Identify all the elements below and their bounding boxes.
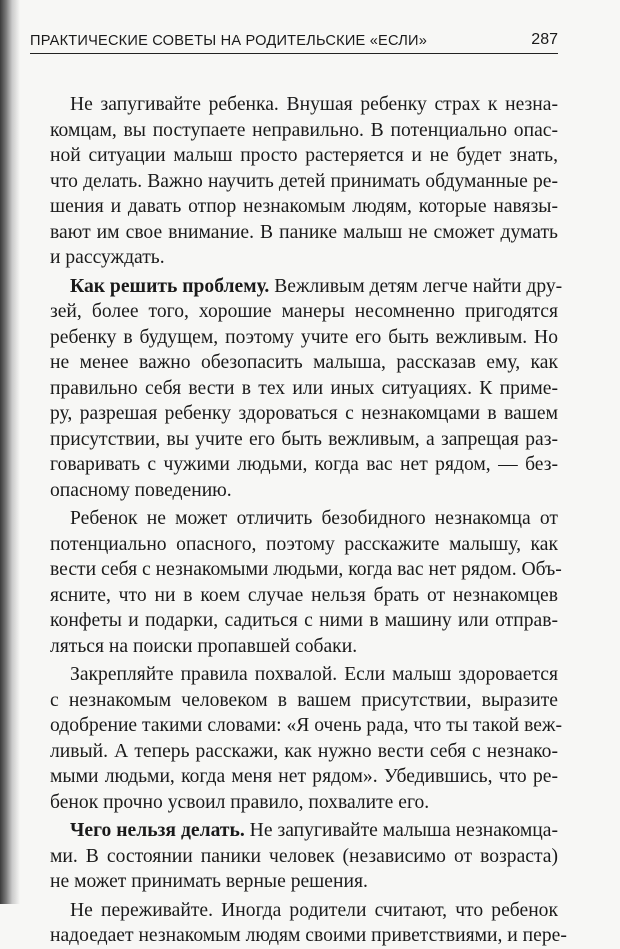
line-text: Не запугивайте малыша незнакомца-: [244, 820, 559, 841]
binding-shadow: [0, 0, 20, 904]
text-line: ливый. А теперь расскажи, как нужно вести себя с незнако-: [50, 740, 558, 762]
text-line: ной ситуации малыш просто растеряется и не будет знать,: [50, 145, 558, 166]
text-line: ребенку в будущем, поэтому учите его быть вежливым. Но: [50, 326, 558, 348]
paragraph: [50, 818, 558, 895]
body-text: [50, 92, 567, 949]
text-line: Не запугивайте ребенка. Внушая ребенку страх к незна-: [70, 94, 558, 115]
text-line: ми. В состоянии паники человек (независимо от возраста): [50, 845, 558, 867]
subheading: Чего нельзя делать.: [70, 820, 245, 841]
text-line: говаривать с чужими людьми, когда вас нет рядом, — без-: [50, 454, 558, 475]
text-line: мыми людьми, когда меня нет рядом». Убедившись, что ре-: [50, 766, 558, 787]
text-line: что делать. Важно научить детей принимать обдуманные ре-: [50, 170, 558, 192]
text-line: ясните, что ни в коем случае нельзя брать от незнакомцев: [50, 584, 558, 606]
page-number: 287: [531, 31, 558, 48]
text-line: потенциально опасного, поэтому расскажите малышу, как: [50, 533, 558, 555]
line-text: Вежливым детям легче найти дру-: [269, 275, 563, 297]
text-line: комцам, вы поступаете неправильно. В потенциально опас-: [50, 119, 558, 141]
text-line: ляться на поиски пропавшей собаки.: [50, 635, 358, 657]
text-line: не может принимать верные решения.: [50, 871, 368, 892]
text-line: с незнакомым человеком в вашем присутствии, выразите: [50, 689, 558, 711]
text-line: шения и давать отпор незнакомым людям, которые навязы-: [50, 196, 558, 217]
text-line: Не переживайте. Иногда родители считают, что ребенок: [70, 899, 558, 921]
text-line: опасному поведению.: [50, 479, 232, 501]
text-line: Ребенок не может отличить безобидного незнакомца от: [70, 508, 558, 529]
text-line: вести себя с незнакомыми людьми, когда вас нет рядом. Объ-: [50, 559, 562, 580]
text-line: бенок прочно усвоил правило, похвалите его.: [50, 791, 430, 813]
text-line: [50, 274, 563, 300]
text-line: ру, разрешая ребенку здороваться с незнакомцами в вашем: [50, 403, 558, 424]
paragraph: [50, 898, 567, 949]
text-line: вают им свое внимание. В панике малыш не сможет думать: [50, 221, 558, 243]
text-line: правильно себя вести в тех или иных ситуациях. К приме-: [50, 377, 558, 399]
paragraph: [50, 506, 562, 659]
text-line: присутствии, вы учите его быть вежливым, а запрещая раз-: [50, 428, 558, 450]
text-line: зей, более того, хорошие манеры несомненно пригодятся: [50, 301, 558, 322]
text-line: Закрепляйте правила похвалой. Если малыш здоровается: [70, 664, 558, 685]
page-header: [30, 26, 558, 54]
text-line: конфеты и подарки, садиться с ними в машину или отправ-: [50, 610, 558, 631]
paragraph: [50, 274, 563, 504]
text-line: не менее важно обезопасить малыша, рассказав ему, как: [50, 352, 558, 373]
running-head: ПРАКТИЧЕСКИЕ СОВЕТЫ НА РОДИТЕЛЬСКИЕ «ЕСЛИ»: [30, 33, 428, 49]
paragraph: [50, 662, 562, 815]
subheading: Как решить проблему.: [70, 275, 270, 297]
paragraph: [50, 92, 558, 271]
text-line: надоедает незнакомым людям своими приветствиями, и пере-: [50, 925, 567, 946]
text-line: одобрение такими словами: «Я очень рада, что ты такой веж-: [50, 715, 562, 736]
text-line: и рассуждать.: [50, 247, 165, 268]
text-line: [50, 818, 558, 844]
